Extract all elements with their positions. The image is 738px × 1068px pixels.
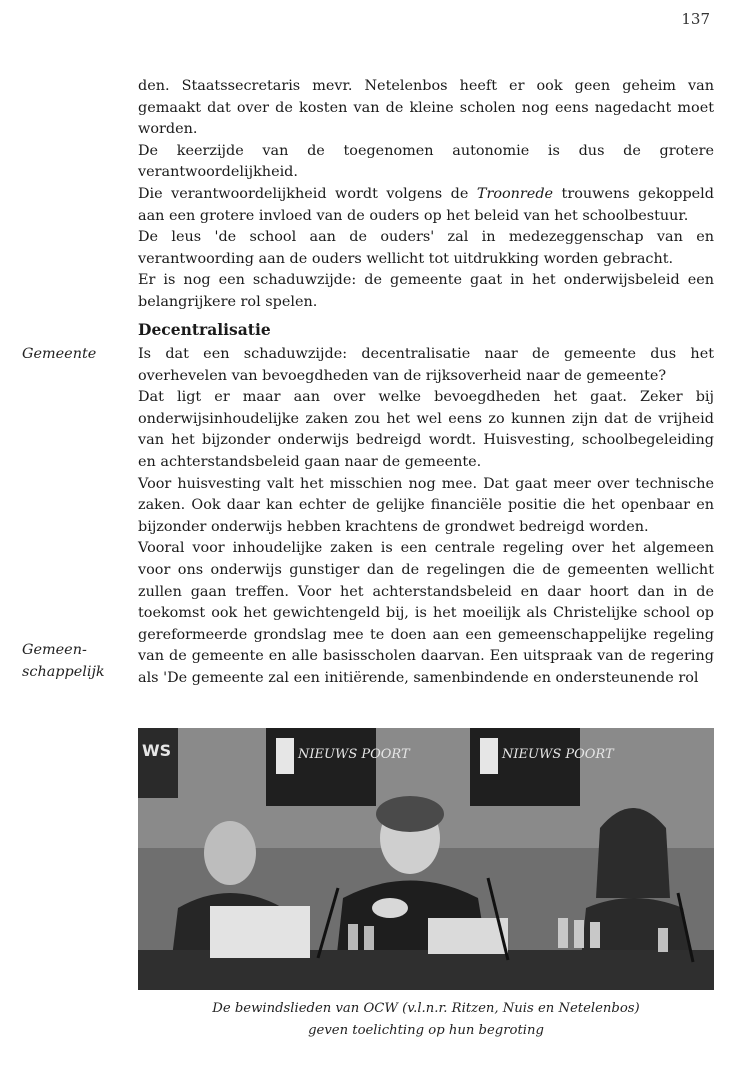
margin-note-gemeente: Gemeente <box>22 346 97 362</box>
paragraph: Dat ligt er maar aan over welke bevoegdheden het gaat. Zeker bij onderwijsinhoudelijke zaken zou het wel eens zo kunnen zijn dat de vrijheid van het bijzonder onderwijs bedreigd wordt. Huisvesting, schoolbegeleiding en achterstandsbeleid gaan naar de gemeente. <box>138 389 714 470</box>
margin-note-line: schappelijk <box>22 663 105 680</box>
paragraph: Er is nog een schaduwzijde: de gemeente gaat in het onderwijsbeleid een belangrijkere rol spelen. <box>138 272 714 310</box>
banner-partial-text: WS <box>142 741 172 760</box>
paragraph: De keerzijde van de toegenomen autonomie is dus de grotere verantwoordelijkheid. <box>138 142 714 181</box>
caption-line: De bewindslieden van OCW (v.l.n.r. Ritzen, Nuis en Netelenbos) <box>212 1001 640 1016</box>
banner-text-2: NIEUWS POORT <box>502 747 614 762</box>
page-number: 137 <box>681 10 710 28</box>
paragraph: Vooral voor inhoudelijke zaken is een centrale regeling over het algemeen voor ons onderwijs gunstiger dan de regelingen die de gemeenten wellicht zullen gaan treffen. Voor het achterstandsbeleid en daar hoort dan in de toekomst ook het gewichtengeld bij, is het moeilijk als Christelijke school op gereformeerde grondslag mee te doen aan een gemeenschappelijke regeling van de gemeente en alle basisscholen daarvan. Een uitspraak van de regering als 'De gemeente zal een initiërende, samenbindende en ondersteunende rol <box>138 540 714 686</box>
paragraph: Voor huisvesting valt het misschien nog mee. Dat gaat meer over technische zaken. Ook daar kan echter de gelijke financiële positie die het openbaar en bijzonder onderwijs hebben krachtens de grondwet bedreigd worden. <box>138 475 714 535</box>
photo-caption <box>138 998 714 1042</box>
paragraph: De leus 'de school aan de ouders' zal in medezeggenschap van en verantwoording aan de ouders wellicht tot uitdrukking worden gebracht. <box>138 229 714 267</box>
troonrede-emphasis: Troonrede <box>476 185 554 202</box>
margin-note-line: Gemeen- <box>22 642 87 658</box>
intro-text <box>138 76 714 314</box>
paragraph: Die verantwoordelijkheid wordt volgens de Troonrede trouwens gekoppeld aan een grotere invloed van de ouders op het beleid van het schoolbestuur. <box>138 185 714 224</box>
press-photo <box>138 728 714 990</box>
banner-text-1: NIEUWS POORT <box>298 747 410 762</box>
caption-line: geven toelichting op hun begroting <box>308 1023 544 1038</box>
paragraph: den. Staatssecretaris mevr. Netelenbos heeft er ook geen geheim van gemaakt dat over de kosten van de kleine scholen nog eens nagedacht moet worden. <box>138 78 714 138</box>
margin-note-gemeenschappelijk <box>22 640 134 683</box>
press-photo-image <box>138 728 714 990</box>
section-text <box>138 344 714 690</box>
section-heading: Decentralisatie <box>138 320 271 339</box>
paragraph: Is dat een schaduwzijde: decentralisatie naar de gemeente dus het overhevelen van bevoegdheden van de rijksoverheid naar de gemeente? <box>138 346 714 384</box>
